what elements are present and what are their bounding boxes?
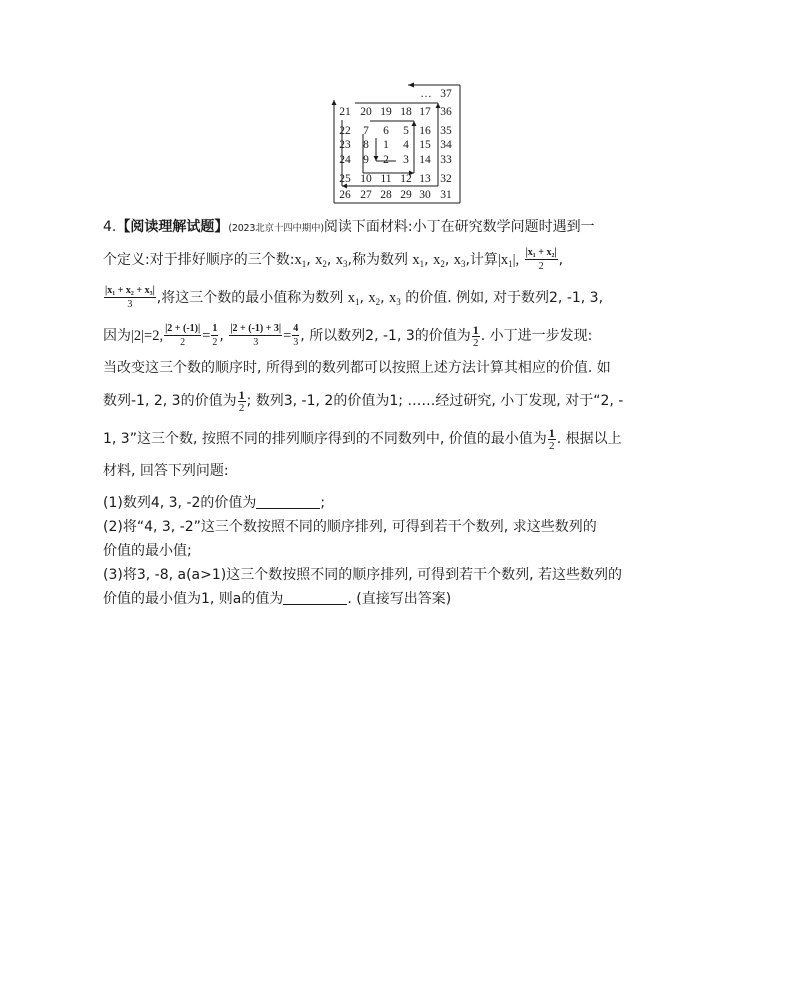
spiral-number: 13 (419, 173, 431, 185)
spiral-number: 15 (419, 139, 431, 151)
fraction-one-half: $\frac{1}{2}$ (472, 322, 479, 349)
math-x3: $x_3$ (453, 252, 466, 269)
question-text: 价值的最小值; (103, 543, 192, 559)
spiral-number: … (420, 88, 432, 100)
spiral-number: 26 (339, 189, 351, 201)
question-2-cont (103, 539, 703, 563)
problem-line: $\frac{\text{|x₁ + x₂ + x₃|}}{3}$ ,将这三个数的最小值称为数列 $x_1$, $x_2$, $x_3$ 的价值. 例如, 对于数列2, -1, 3, (105, 285, 604, 310)
question-text: . (直接写出答案) (347, 591, 452, 607)
math-x2: $x_2$ (315, 252, 327, 269)
fraction-abs-sum-2: $\frac{\text{|x₁ + x₂|}}{2}$ (525, 247, 557, 272)
spiral-number: 32 (440, 173, 452, 185)
problem-text: 1, 3”这三个数, 按照不同的排列顺序得到的不同数列中, 价值的最小值为 (103, 431, 547, 447)
spiral-number: 19 (380, 106, 392, 118)
fraction-abs-sum-3: $\frac{\text{|x₁ + x₂ + x₃|}}{3}$ (105, 285, 155, 310)
spiral-number: 24 (339, 154, 351, 166)
math-abs-2: |2|=2, (131, 328, 164, 344)
problem-text: 因为 (103, 328, 131, 344)
math-abs-x1: $|x_1|$, (497, 252, 520, 269)
spiral-number: 22 (339, 125, 351, 137)
spiral-number: 12 (400, 173, 412, 185)
problem-text: 材料, 回答下列问题: (103, 463, 229, 479)
arrow-up-marker (412, 121, 417, 126)
math-x2: $x_2$ (368, 290, 381, 307)
spiral-number: 20 (360, 106, 372, 118)
problem-text: 所以数列2, -1, 3的价值为 (309, 328, 471, 344)
problem-text: ,计算 (465, 252, 498, 268)
problem-text: 数列-1, 2, 3的价值为 (103, 393, 237, 409)
problem-line (103, 458, 703, 485)
question-2 (103, 515, 703, 539)
spiral-number: 5 (403, 125, 409, 137)
math-x2: $x_2$ (433, 252, 445, 269)
question-3-cont (103, 587, 703, 611)
spiral-number: 25 (339, 173, 351, 185)
problem-tag: 【阅读理解试题】 (116, 219, 229, 235)
problem-text: 的价值. 例如, 对于数列2, -1, 3, (405, 290, 604, 306)
spiral-number: 36 (440, 106, 452, 118)
problem-line (103, 355, 703, 382)
question-3 (103, 563, 703, 587)
spiral-number: 7 (363, 125, 369, 137)
fraction-four-thirds: $\frac{4}{3}$ (293, 323, 299, 348)
equals-sign: = (283, 328, 292, 344)
spiral-number: 9 (363, 154, 369, 166)
spiral-number: 17 (419, 106, 431, 118)
problem-line (103, 382, 703, 420)
problem-text: ,将这三个数的最小值称为数列 (156, 290, 344, 306)
spiral-number: 34 (440, 139, 452, 151)
fraction-one-half: $\frac{1}{2}$ (238, 387, 245, 414)
answer-blank[interactable] (256, 493, 320, 509)
spiral-number: 27 (360, 189, 372, 201)
problem-text: . 小丁进一步发现: (480, 328, 593, 344)
problem-line (103, 420, 703, 458)
answer-blank[interactable] (283, 589, 347, 605)
spiral-number: 30 (419, 189, 431, 201)
spiral-number: 6 (383, 125, 389, 137)
spiral-number: 35 (440, 125, 452, 137)
spiral-number: 10 (360, 173, 372, 185)
spiral-number: 11 (380, 173, 392, 185)
spiral-number: 3 (403, 154, 409, 166)
problem-text: . 根据以上 (556, 431, 622, 447)
fraction-example-2: $\frac{|2 + (-1) + 3|}{3}$ (230, 323, 282, 348)
problem-4 (103, 214, 703, 611)
spiral-number: 1 (383, 139, 389, 151)
math-x1: $x_1$ (294, 252, 307, 269)
spiral-number: 14 (419, 154, 431, 166)
question-text: (3)将3, -8, a(a>1)这三个数按照不同的顺序排列, 可得到若干个数列, 若这些数列的 (103, 567, 623, 583)
question-text: (1)数列4, 3, -2的价值为 (103, 495, 257, 511)
spiral-number: 4 (403, 139, 409, 151)
fraction-one-half: $\frac{1}{2}$ (548, 425, 555, 452)
spiral-number: 37 (440, 88, 452, 100)
arrow-left-marker (408, 83, 414, 88)
spiral-number: 21 (339, 106, 351, 118)
problem-text: 个定义:对于排好顺序的三个数: (103, 252, 295, 268)
arrow-up-marker (332, 100, 337, 105)
math-x1: $x_1$ (412, 252, 425, 269)
arrow-down-marker (374, 156, 379, 161)
spiral-number: 23 (339, 139, 351, 151)
spiral-number: 2 (383, 154, 389, 166)
question-1 (103, 491, 703, 515)
spiral-number: 29 (400, 189, 412, 201)
equals-sign: = (202, 328, 211, 344)
spiral-number: 31 (440, 189, 452, 201)
fraction-one-half: $\frac{1}{2}$ (212, 323, 218, 348)
problem-text: 阅读下面材料:小丁在研究数学问题时遇到一 (323, 219, 595, 235)
math-x1: $x_1$ (347, 290, 360, 307)
fraction-example-1: $\frac{|2 + (-1)|}{2}$ (165, 323, 201, 348)
math-x3: $x_3$ (389, 290, 401, 307)
question-text: ; (320, 495, 326, 511)
problem-line (103, 214, 703, 241)
spiral-number: 33 (440, 154, 452, 166)
question-text: 价值的最小值为1, 则a的值为 (103, 591, 284, 607)
problem-number: 4. (103, 219, 117, 235)
problem-text: 当改变这三个数的顺序时, 所得到的数列都可以按照上述方法计算其相应的价值. 如 (103, 360, 611, 376)
spiral-number-figure (322, 74, 464, 204)
problem-text: ,称为数列 (347, 252, 408, 268)
problem-line: 因为|2|=2, $\frac{|2 + (-1)|}{2}$ = $\frac{1}{2}$ , $\frac{|2 + (-1) + 3|}{3}$ = $\frac{4}{3}$ , 所以数列2, -1, 3的价值为 $\frac{1}{2}$ . 小丁进一步发现: (103, 322, 593, 349)
problem-line: 个定义:对于排好顺序的三个数$:x_1$, $x_2$, $x_3$,称为数列 $x_1$, $x_2$, $x_3$,计算$|x_1|$, $\frac{\text{|x₁ + x₂|}}{2}$ , (103, 247, 564, 272)
question-text: (2)将“4, 3, -2”这三个数按照不同的顺序排列, 可得到若干个数列, 求这些数列的 (103, 519, 597, 535)
spiral-number: 16 (419, 125, 431, 137)
problem-source: (2023北京十四中期中) (228, 223, 324, 234)
spiral-number: 8 (363, 139, 369, 151)
problem-text: ; 数列3, -1, 2的价值为1; ……经过研究, 小丁发现, 对于“2, - (246, 393, 624, 409)
math-x3: $x_3$ (335, 252, 348, 269)
spiral-number: 18 (400, 106, 412, 118)
spiral-number: 28 (380, 189, 392, 201)
